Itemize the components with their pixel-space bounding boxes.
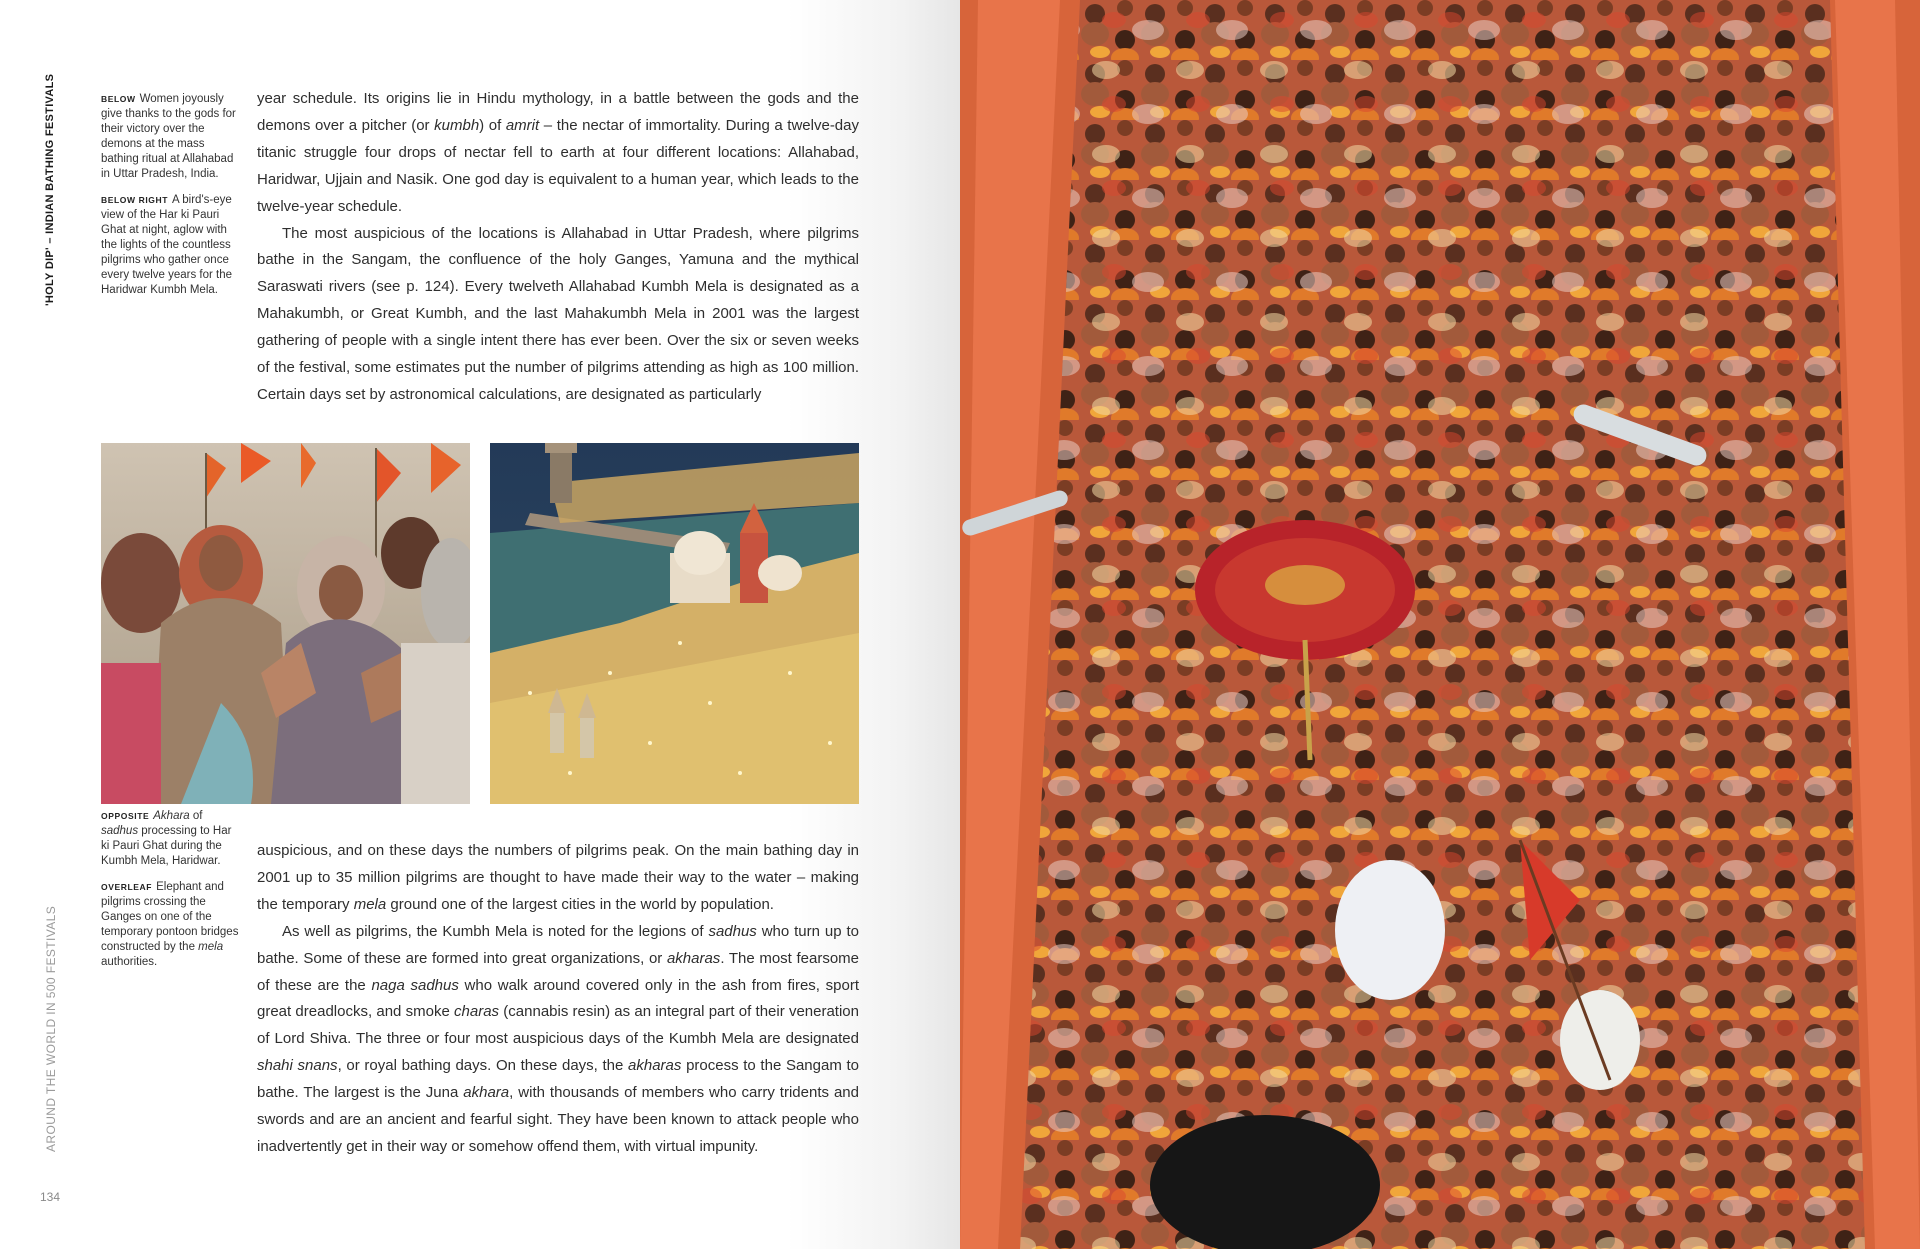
photo-sadhu-procession bbox=[960, 0, 1920, 1249]
captions-bottom bbox=[101, 809, 241, 981]
caption-text: A bird's-eye view of the Har ki Pauri Ghat at night, aglow with the lights of the countless pilgrims who gather once every twelve years for the Haridwar Kumbh Mela. bbox=[101, 194, 233, 296]
text-run: , or royal bathing days. On these days, the bbox=[337, 1057, 629, 1075]
italic-term: amrit bbox=[505, 116, 540, 134]
italic-term: mela bbox=[353, 895, 387, 913]
text-run: ) of bbox=[479, 116, 506, 134]
caption-opposite bbox=[101, 809, 241, 869]
caption-overleaf bbox=[101, 880, 241, 970]
caption-below-right bbox=[101, 193, 241, 298]
caption-label: BELOW RIGHT bbox=[101, 195, 169, 205]
italic-term: kumbh bbox=[434, 116, 480, 134]
caption-text: of bbox=[189, 810, 203, 822]
italic-term: shahi snans bbox=[257, 1057, 338, 1075]
caption-text: Women joyously give thanks to the gods for their victory over the demons at the mass bathing ritual at Allahabad in Uttar Pradesh, India. bbox=[101, 93, 236, 180]
text-run: process to the Sangam to bathe. The largest is the Juna bbox=[257, 1057, 859, 1102]
body-paragraph bbox=[257, 86, 859, 221]
ghat-illustration bbox=[490, 443, 859, 804]
procession-illustration bbox=[960, 0, 1920, 1249]
section-running-head: 'HOLY DIP' – INDIAN BATHING FESTIVALS bbox=[44, 73, 56, 306]
text-run: , with thousands of members who carry tridents and swords and are an ancient and fearful sight. They have been known to attack people who inadvertently get in their way or somehow offend them, with virtual impunity. bbox=[257, 1084, 859, 1155]
captions-top bbox=[101, 92, 241, 309]
caption-text: authorities. bbox=[101, 956, 158, 968]
caption-italic: mela bbox=[198, 941, 224, 953]
italic-term: akhara bbox=[463, 1084, 510, 1102]
photo-women-allahabad bbox=[101, 443, 470, 804]
body-text-bottom bbox=[257, 838, 859, 1161]
italic-term: charas bbox=[454, 1003, 500, 1021]
photo-har-ki-pauri-night bbox=[490, 443, 859, 804]
body-text-top bbox=[257, 86, 859, 409]
text-run: who walk around covered only in the ash from fires, sport great dreadlocks, and smoke bbox=[257, 976, 860, 1021]
body-paragraph bbox=[257, 838, 859, 919]
text-run: . The most fearsome of these are the bbox=[257, 949, 860, 994]
caption-text: processing to Har ki Pauri Ghat during the Kumbh Mela, Haridwar. bbox=[101, 825, 232, 867]
book-running-head: AROUND THE WORLD IN 500 FESTIVALS bbox=[44, 905, 58, 1152]
text-run: As well as pilgrims, the Kumbh Mela is noted for the legions of bbox=[282, 922, 709, 940]
body-paragraph bbox=[257, 919, 859, 1161]
italic-term: akharas bbox=[666, 949, 721, 967]
body-paragraph: The most auspicious of the locations is Allahabad in Uttar Pradesh, where pilgrims bathe in the Sangam, the confluence of the holy Ganges, Yamuna and the mythical Saraswati rivers (see p. 124). Every twelveth Allahabad Kumbh Mela is designated as a Mahakumbh, or Great Kumbh, and the last Mahakumbh Mela in 2001 was the largest gathering of people with a single intent there has ever been. Over the six or seven weeks of the festival, some estimates put the number of pilgrims attending as high as 100 million. Certain days set by astronomical calculations, are designated as particularly bbox=[257, 224, 859, 403]
text-run: auspicious, and on these days the numbers of pilgrims peak. On the main bathing day in 2001 up to 35 million pilgrims are thought to have made their way to the water – making the temporary bbox=[257, 842, 859, 913]
caption-italic: Akhara bbox=[153, 810, 190, 822]
caption-label: OPPOSITE bbox=[101, 811, 150, 821]
caption-italic: sadhus bbox=[101, 825, 139, 837]
italic-term: akharas bbox=[628, 1057, 682, 1075]
text-run: (cannabis resin) as an integral part of their veneration of Lord Shiva. The three or four most auspicious days of the Kumbh Mela are designated bbox=[257, 1003, 859, 1048]
italic-term: naga sadhus bbox=[371, 976, 459, 994]
caption-label: BELOW bbox=[101, 94, 136, 104]
caption-below bbox=[101, 92, 241, 182]
text-run: ground one of the largest cities in the world by population. bbox=[386, 895, 774, 913]
text-run: – the nectar of immortality. During a twelve-day titanic struggle four drops of nectar fell to earth at four different locations: Allahabad, Haridwar, Ujjain and Nasik. One god day is equivalent to a human year, which leads to the twelve-year schedule. bbox=[257, 116, 859, 215]
italic-term: sadhus bbox=[708, 922, 757, 940]
page-number: 134 bbox=[40, 1190, 61, 1204]
text-run: year schedule. Its origins lie in Hindu mythology, in a battle between the gods and the demons over a pitcher (or bbox=[257, 90, 859, 134]
caption-label: OVERLEAF bbox=[101, 882, 153, 892]
women-illustration bbox=[101, 443, 470, 804]
text-run: who turn up to bathe. Some of these are formed into great organizations, or bbox=[257, 922, 859, 967]
caption-text: Elephant and pilgrims crossing the Ganges on one of the temporary pontoon bridges constructed by the bbox=[101, 881, 239, 953]
